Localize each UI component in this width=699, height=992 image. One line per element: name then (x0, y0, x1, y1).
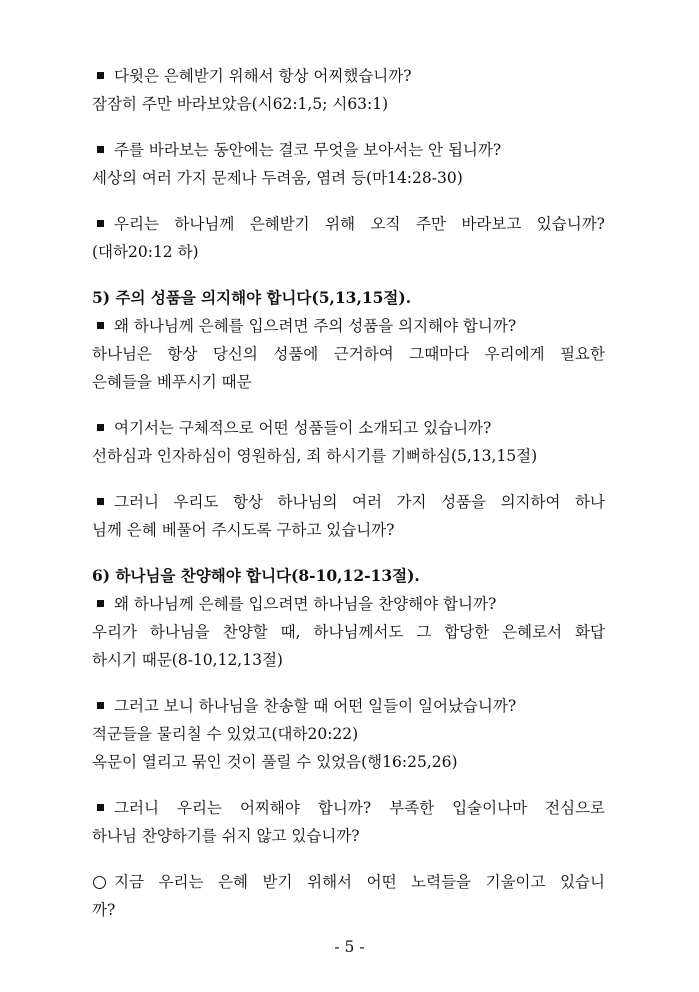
line-text: 옥문이 열리고 묶인 것이 풀릴 수 있었음(행16:25,26) (92, 753, 458, 771)
block-gap (92, 118, 605, 136)
answer-line (92, 90, 605, 118)
line-text: 잠잠히 주만 바라보았음(시62:1,5; 시63:1) (92, 95, 389, 113)
square-bullet-icon (97, 220, 104, 227)
line-text: 까? (92, 901, 116, 919)
reflection-question-line (92, 868, 605, 896)
line-text: 왜 하나님께 은혜를 입으려면 하나님을 찬양해야 합니까? (114, 595, 497, 613)
question-line (92, 414, 605, 442)
page-number: - 5 - (334, 938, 365, 956)
line-text: 그러고 보니 하나님을 찬송할 때 어떤 일들이 일어났습니까? (114, 697, 517, 715)
line-text: 님께 은혜 베풀어 주시도록 구하고 있습니까? (92, 521, 395, 539)
question-line (92, 238, 605, 266)
square-bullet-icon (97, 322, 104, 329)
block-gap (92, 396, 605, 414)
question-line (92, 312, 605, 340)
line-text: 5) 주의 성품을 의지해야 합니다(5,13,15절). (92, 288, 412, 307)
section-heading (92, 562, 605, 590)
block-gap (92, 850, 605, 868)
line-text: 세상의 여러 가지 문제나 두려움, 염려 등(마14:28-30) (92, 169, 463, 187)
answer-line (92, 720, 605, 748)
square-bullet-icon (97, 146, 104, 153)
square-bullet-icon (97, 600, 104, 607)
answer-line (92, 340, 605, 368)
line-text: 주를 바라보는 동안에는 결코 무엇을 보아서는 안 됩니까? (114, 141, 502, 159)
line-text: 왜 하나님께 은혜를 입으려면 주의 성품을 의지해야 합니까? (114, 317, 517, 335)
line-text: 6) 하나님을 찬양해야 합니다(8-10,12-13절). (92, 566, 420, 585)
line-text: 그러니 우리는 어찌해야 합니까? 부족한 입술이나마 전심으로 (114, 799, 605, 817)
line-text: 적군들을 물리칠 수 있었고(대하20:22) (92, 725, 359, 743)
question-line (92, 516, 605, 544)
square-bullet-icon (97, 424, 104, 431)
square-bullet-icon (97, 498, 104, 505)
question-line (92, 590, 605, 618)
question-line (92, 794, 605, 822)
line-text: (대하20:12 하) (92, 243, 199, 261)
line-text: 다윗은 은혜받기 위해서 항상 어찌했습니까? (114, 67, 412, 85)
square-bullet-icon (97, 804, 104, 811)
answer-line (92, 646, 605, 674)
question-line (92, 210, 605, 238)
question-line (92, 822, 605, 850)
question-line (92, 692, 605, 720)
answer-line (92, 368, 605, 396)
block-gap (92, 544, 605, 562)
reflection-question-line (92, 896, 605, 924)
line-text: 하나님은 항상 당신의 성품에 근거하여 그때마다 우리에게 필요한 (92, 345, 605, 363)
line-text: 선하심과 인자하심이 영원하심, 죄 하시기를 기뻐하심(5,13,15절) (92, 447, 538, 465)
answer-line (92, 164, 605, 192)
question-line (92, 136, 605, 164)
page-content (92, 62, 605, 924)
square-bullet-icon (97, 702, 104, 709)
answer-line (92, 618, 605, 646)
line-text: 하시기 때문(8-10,12,13절) (92, 651, 283, 669)
block-gap (92, 192, 605, 210)
block-gap (92, 674, 605, 692)
square-bullet-icon (97, 72, 104, 79)
question-line (92, 62, 605, 90)
block-gap (92, 470, 605, 488)
block-gap (92, 776, 605, 794)
line-text: 지금 우리는 은혜 받기 위해서 어떤 노력들을 기울이고 있습니 (114, 873, 605, 891)
line-text: 여기서는 구체적으로 어떤 성품들이 소개되고 있습니까? (114, 419, 492, 437)
line-text: 그러니 우리도 항상 하나님의 여러 가지 성품을 의지하여 하나 (114, 493, 605, 511)
circle-bullet-icon (93, 876, 106, 889)
section-heading (92, 284, 605, 312)
line-text: 하나님 찬양하기를 쉬지 않고 있습니까? (92, 827, 360, 845)
answer-line (92, 748, 605, 776)
line-text: 우리가 하나님을 찬양할 때, 하나님께서도 그 합당한 은혜로서 화답 (92, 623, 605, 641)
answer-line (92, 442, 605, 470)
question-line (92, 488, 605, 516)
line-text: 우리는 하나님께 은혜받기 위해 오직 주만 바라보고 있습니까? (114, 215, 605, 233)
line-text: 은혜들을 베푸시기 때문 (92, 373, 252, 391)
block-gap (92, 266, 605, 284)
